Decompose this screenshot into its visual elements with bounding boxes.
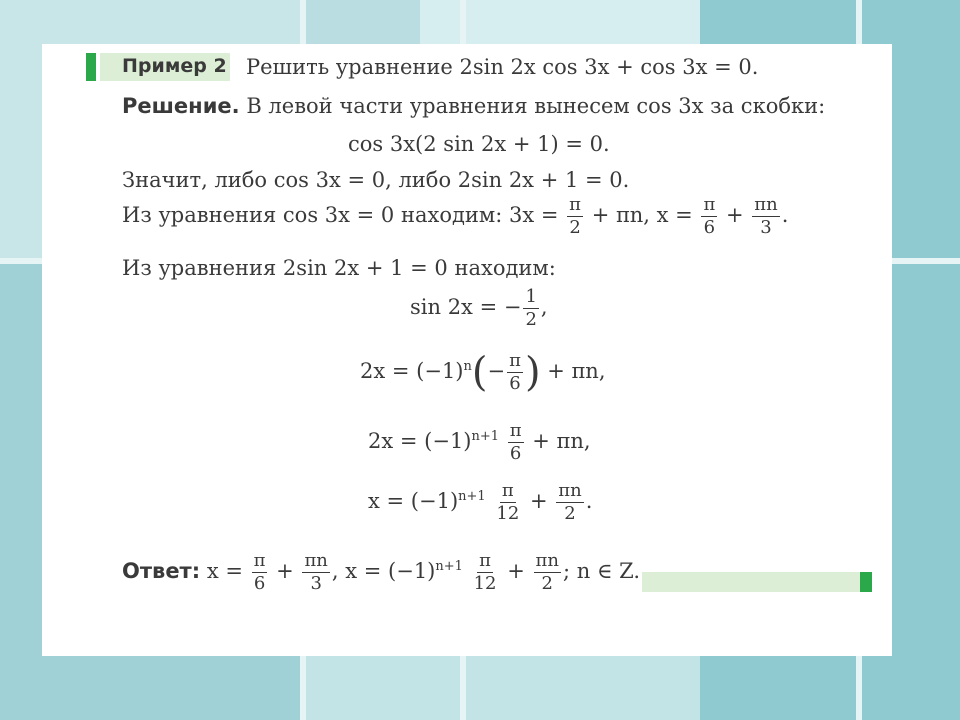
numerator: πn <box>304 550 328 571</box>
fraction <box>752 196 779 237</box>
numerator: π <box>509 420 522 441</box>
factored-equation: cos 3x(2 sin 2x + 1) = 0. <box>348 132 610 156</box>
case1-prefix: Из уравнения cos 3x = 0 находим: 3x = <box>122 203 559 227</box>
denominator: 2 <box>569 217 581 238</box>
step2-equation: $2x = (-1)^n(-$ $\frac{\pi}{6}$ ) + πn, <box>360 349 606 396</box>
denominator: 12 <box>473 573 497 594</box>
step2-lhs: 2x = (−1) <box>360 359 464 383</box>
example-label: Пример 2 <box>122 55 227 77</box>
numerator: πn <box>535 550 559 571</box>
denominator: 2 <box>541 573 553 594</box>
denominator: 2 <box>525 309 537 330</box>
step1-end: , <box>540 295 548 319</box>
denominator: 12 <box>496 503 520 524</box>
answer-marker <box>860 572 872 592</box>
step2-end: + πn, <box>547 359 606 383</box>
numerator: π <box>253 550 266 571</box>
denominator: 2 <box>564 503 576 524</box>
step3-lhs: 2x = (−1) <box>368 429 472 453</box>
fraction <box>523 288 538 329</box>
step1-lhs: sin 2x = − <box>410 295 522 319</box>
answer-mid: , x = (−1) <box>331 559 436 583</box>
numerator: πn <box>558 480 582 501</box>
answer-end: ; n ∈ Z. <box>562 559 641 583</box>
case1-end: . <box>781 203 789 227</box>
fraction <box>472 552 499 593</box>
step4-lhs: x = (−1) <box>368 489 459 513</box>
denominator: 6 <box>703 217 716 238</box>
step4-end: . <box>585 489 593 513</box>
fraction <box>494 482 521 523</box>
fraction <box>567 196 583 237</box>
denominator: 6 <box>253 573 266 594</box>
denominator: 6 <box>509 443 522 464</box>
solution-label: Решение. <box>122 94 240 118</box>
fraction <box>556 482 583 523</box>
fraction <box>508 422 524 463</box>
fraction <box>701 196 717 237</box>
numerator: π <box>501 480 514 501</box>
step3-end: + πn, <box>532 429 591 453</box>
example-marker <box>86 53 96 81</box>
numerator: π <box>509 350 521 371</box>
denominator: 3 <box>310 573 322 594</box>
denominator: 6 <box>509 373 521 394</box>
solution-intro: В левой части уравнения вынесем cos 3x за скобки: <box>246 94 826 118</box>
case1-plus: + <box>725 203 744 227</box>
fraction <box>302 552 329 593</box>
document-page <box>42 44 892 656</box>
answer-lhs: x = <box>206 559 243 583</box>
case1-mid: + πn, x = <box>591 203 693 227</box>
left-paren: ( <box>471 349 488 396</box>
answer-label: Ответ: <box>122 559 201 583</box>
cases-line: Значит, либо cos 3x = 0, либо 2sin 2x + 1 = 0. <box>122 168 630 192</box>
answer-plus: + <box>507 559 525 583</box>
step4-equation <box>368 482 592 523</box>
fraction <box>252 552 268 593</box>
example-statement: Решить уравнение 2sin 2x cos 3x + cos 3x = 0. <box>246 55 759 79</box>
numerator: π <box>569 194 581 215</box>
right-paren: ) <box>524 349 541 396</box>
solution-intro-line <box>122 96 825 117</box>
exponent: n+1 <box>435 559 463 574</box>
numerator: 1 <box>525 286 537 307</box>
exponent: n+1 <box>458 489 486 504</box>
numerator: πn <box>754 194 778 215</box>
case1-line <box>122 196 788 237</box>
step4-plus: + <box>529 489 548 513</box>
denominator: 3 <box>760 217 772 238</box>
answer-plus: + <box>276 559 294 583</box>
answer-line <box>122 552 640 593</box>
answer-highlight-bar <box>642 572 860 592</box>
step1-equation <box>410 288 548 329</box>
step3-equation <box>368 422 591 463</box>
numerator: π <box>479 550 491 571</box>
case2-line: Из уравнения 2sin 2x + 1 = 0 находим: <box>122 256 556 280</box>
fraction <box>534 552 561 593</box>
fraction <box>507 352 523 393</box>
exponent: n <box>463 359 472 374</box>
exponent: n+1 <box>471 429 500 444</box>
numerator: π <box>703 194 716 215</box>
